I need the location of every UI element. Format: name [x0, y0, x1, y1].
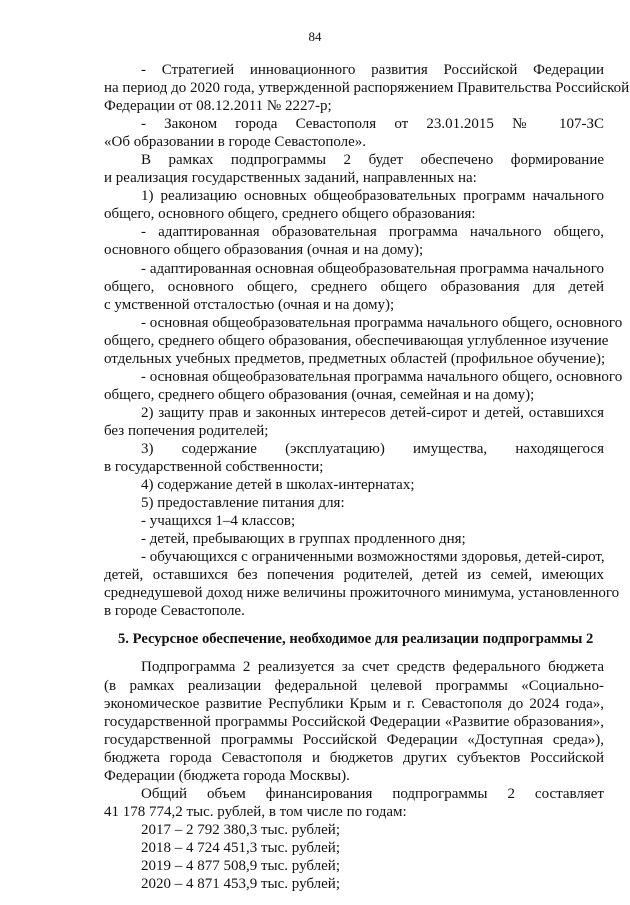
text-line: экономическое развитие Республики Крым и г. Севастополя до 2024 года»,	[104, 695, 604, 712]
text-line: 1) реализацию основных общеобразовательных программ начального	[141, 188, 604, 205]
text-line: 5) предоставление питания для:	[141, 495, 345, 512]
text-line: общего, основного общего, среднего общего образования:	[104, 206, 476, 223]
section-heading: 5. Ресурсное обеспечение, необходимое для реализации подпрограммы 2	[118, 631, 594, 648]
text-line: общего, основного общего, среднего общего образования для детей	[104, 278, 604, 295]
text-line: общего, среднего общего образования (очная, семейная и на дому);	[104, 386, 535, 403]
text-line: в городе Севастополе.	[104, 603, 245, 620]
text-line: - учащихся 1–4 классов;	[141, 513, 296, 530]
text-line: без попечения родителей;	[104, 422, 269, 439]
text-line: - адаптированная основная общеобразовательная программа начального	[141, 260, 604, 277]
section-resources	[104, 658, 604, 893]
text-line: - основная общеобразовательная программа начального общего, основного	[141, 368, 623, 385]
text-line: 4) содержание детей в школах-интернатах;	[141, 477, 415, 494]
text-line: 3) содержание (эксплуатацию) имущества, находящегося	[141, 440, 604, 457]
text-line: и реализация государственных заданий, направленных на:	[104, 170, 477, 187]
text-line: среднедушевой доход ниже величины прожиточного минимума, установленного	[104, 585, 620, 602]
text-line: 2) защиту прав и законных интересов детей-сирот и детей, оставшихся	[141, 404, 604, 421]
text-line: государственной программы Российской Федерации «Развитие образования»,	[104, 713, 604, 730]
text-line: Федерации от 08.12.2011 № 2227-р;	[104, 98, 332, 115]
page-number: 84	[308, 29, 322, 44]
spacer	[104, 620, 604, 629]
text-line: Федерации (бюджета города Москвы).	[104, 767, 350, 784]
text-line: (в рамках реализации федеральной целевой программы «Социально-	[104, 677, 604, 694]
text-line: в государственной собственности;	[104, 459, 324, 476]
text-line: - Стратегией инновационного развития Российской Федерации	[141, 62, 604, 78]
text-line: 2019 – 4 877 508,9 тыс. рублей;	[141, 857, 340, 874]
document-body	[104, 61, 630, 893]
text-line: - Законом города Севастополя от 23.01.2015 № 107-ЗС	[141, 116, 604, 133]
text-line: 2018 – 4 724 451,3 тыс. рублей;	[141, 839, 340, 856]
text-line: В рамках подпрограммы 2 будет обеспечено формирование	[141, 152, 604, 169]
text-line: 41 178 774,2 тыс. рублей, в том числе по годам:	[104, 803, 407, 820]
text-line: на период до 2020 года, утвержденной распоряжением Правительства Российской	[104, 80, 630, 97]
text-line: Подпрограмма 2 реализуется за счет средств федерального бюджета	[141, 659, 604, 676]
text-line: детей, оставшихся без попечения родителей, детей из семей, имеющих	[104, 567, 604, 584]
text-line: государственной программы Российской Федерации «Доступная среда»),	[104, 731, 604, 748]
text-line: «Об образовании в городе Севастополе».	[104, 134, 367, 151]
text-line: 2017 – 2 792 380,3 тыс. рублей;	[141, 821, 340, 838]
text-line: - детей, пребывающих в группах продленного дня;	[141, 531, 466, 548]
text-line: 2020 – 4 871 453,9 тыс. рублей;	[141, 876, 340, 893]
text-line: общего, среднего общего образования, обеспечивающая углубленное изучение	[104, 332, 609, 349]
section-legal-basis	[104, 61, 630, 620]
text-line: - основная общеобразовательная программа начального общего, основного	[141, 314, 623, 331]
spacer	[104, 649, 604, 658]
text-line: отдельных учебных предметов, предметных областей (профильное обучение);	[104, 350, 606, 367]
text-line: Общий объем финансирования подпрограммы 2 составляет	[141, 785, 604, 802]
text-line: основного общего образования (очная и на дому);	[104, 242, 424, 259]
text-line: с умственной отсталостью (очная и на дому);	[104, 296, 395, 313]
text-line: бюджета города Севастополя и бюджетов других субъектов Российской	[104, 749, 604, 766]
text-line: - обучающихся с ограниченными возможностями здоровья, детей-сирот,	[141, 549, 605, 566]
text-line: - адаптированная образовательная программа начального общего,	[141, 224, 604, 241]
